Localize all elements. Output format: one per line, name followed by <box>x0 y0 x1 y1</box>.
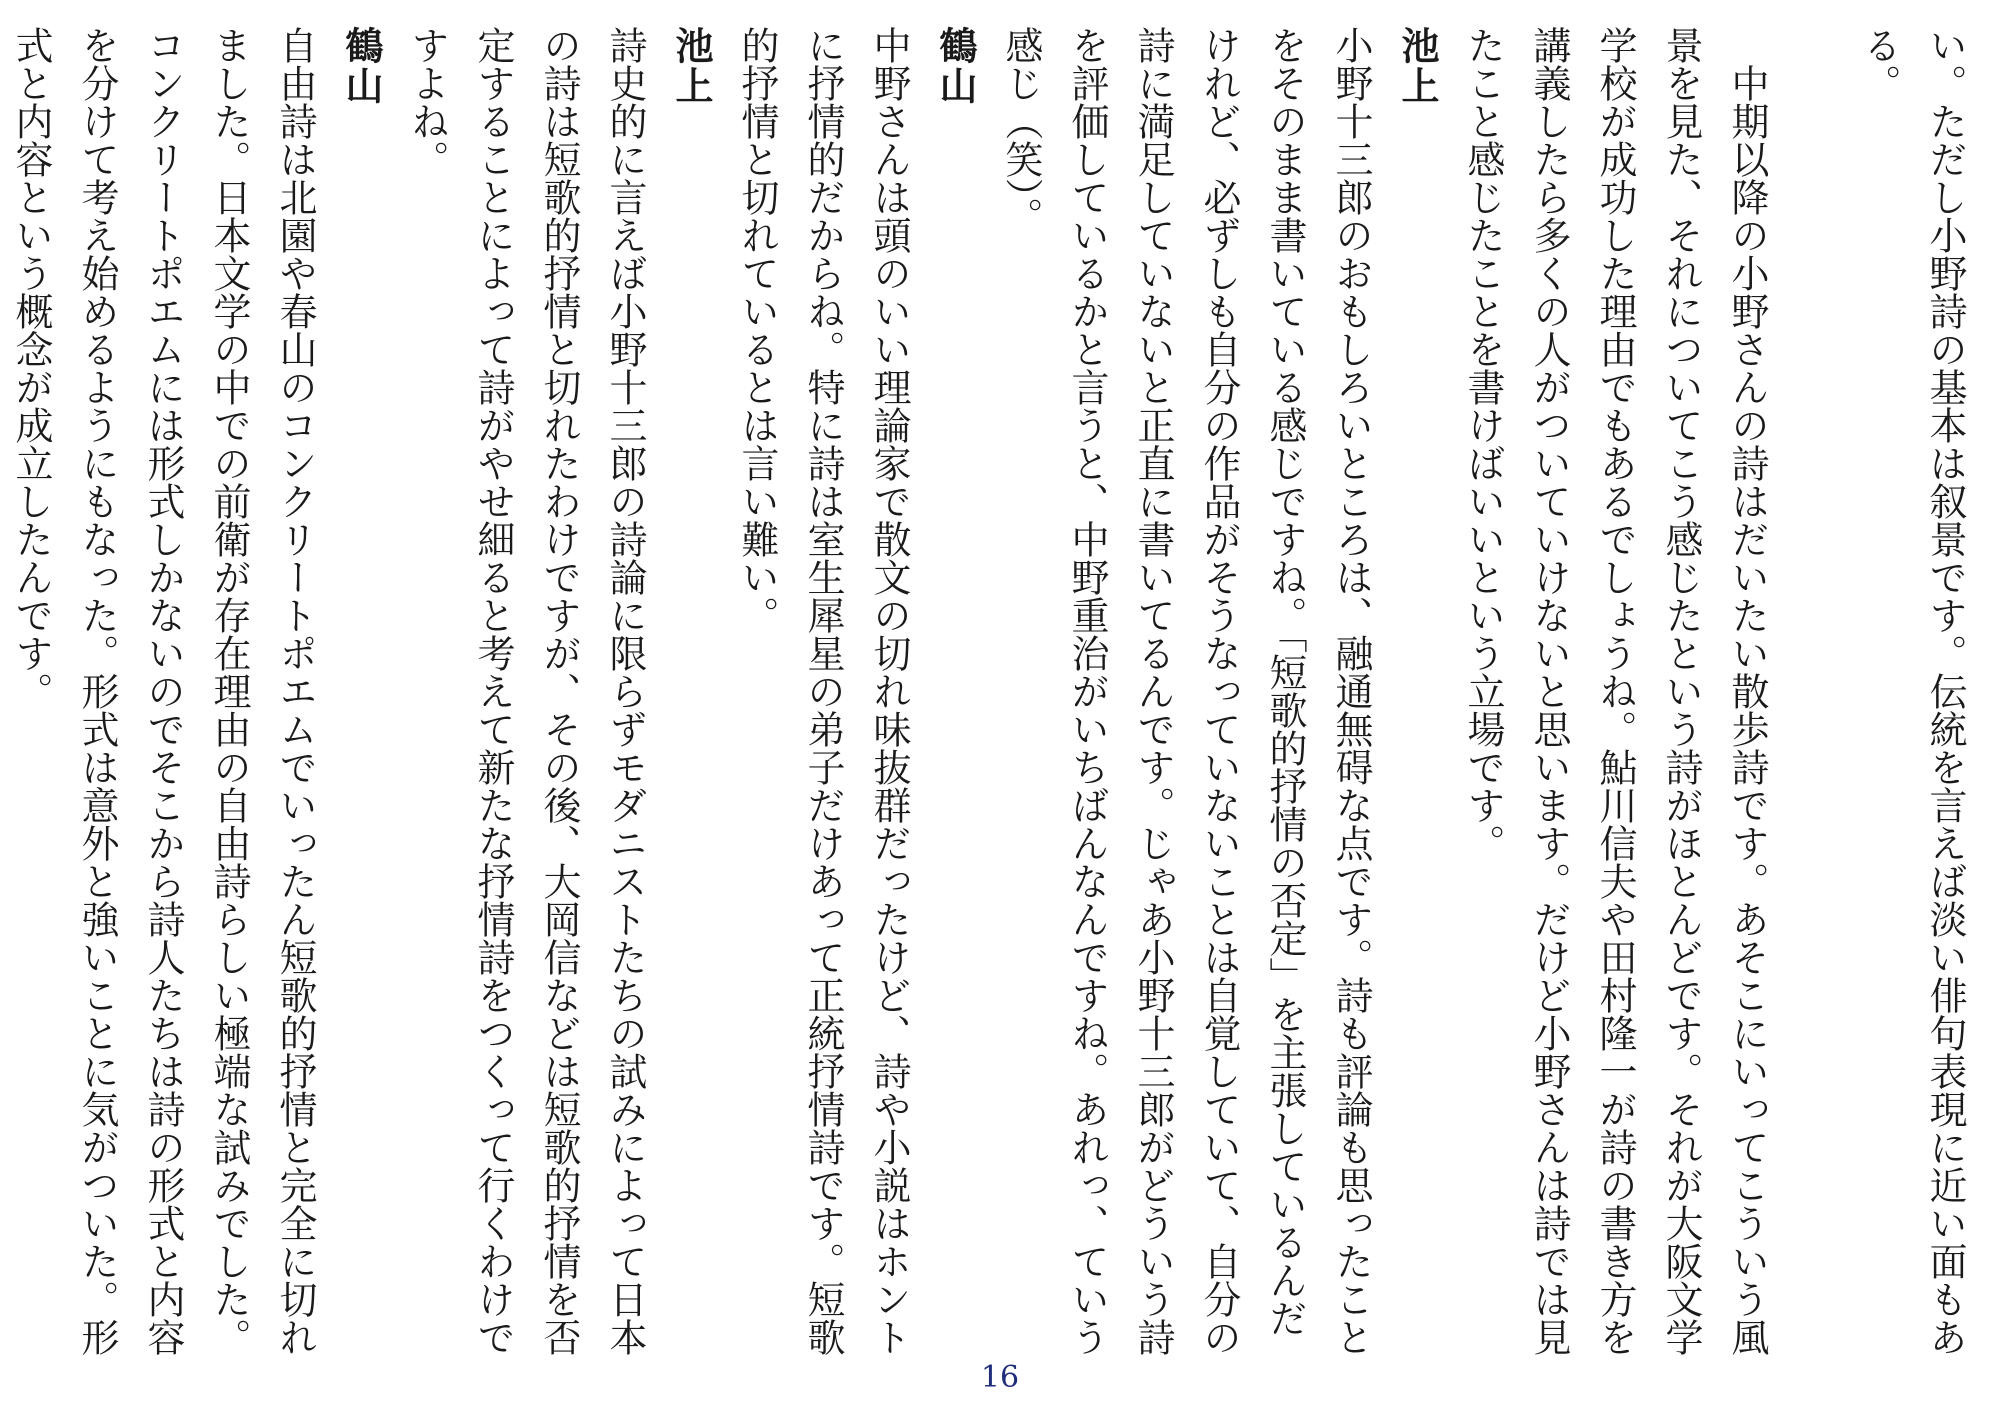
speaker-label-ikegami: 池上 <box>669 26 713 106</box>
paragraph: 詩史的に言えば小野十三郎の詩論に限らずモダニストたちの試みによって日本の詩は短歌的抒情と切れたわけですが、その後、大岡信などは短歌的抒情を否定することによって詩がやせ細ると考えて新たな抒情詩をつくって行くわけですよね。 <box>405 26 647 1356</box>
speaker-label-tsuruyama: 鶴山 <box>339 26 383 106</box>
paragraph: 中期以降の小野さんの詩はだいたい散歩詩です。あそこにいってこういう風景を見た、それについてこう感じたという詩がほとんどです。それが大阪文学学校が成功した理由でもあるでしょうね。鮎川信夫や田村隆一が詩の書き方を講義したら多くの人がついていけないと思います。だけど小野さんは詩では見たこと感じたことを書けばいいという立場です。 <box>1461 26 1769 1356</box>
paragraph: 小野十三郎のおもしろいところは、融通無碍な点です。詩も評論も思ったことをそのまま書いている感じですね。「短歌的抒情の否定」を主張しているんだけれど、必ずしも自分の作品がそうなっていないことは自覚していて、自分の詩に満足していないと正直に書いてるんです。じゃあ小野十三郎がどういう詩を評価しているかと言うと、中野重治がいちばんなんですね。あれっ、ていう感じ（笑）。 <box>999 26 1373 1356</box>
speaker-label-tsuruyama: 鶴山 <box>933 26 977 106</box>
paragraph: 中野さんは頭のいい理論家で散文の切れ味抜群だったけど、詩や小説はホントに抒情的だからね。特に詩は室生犀星の弟子だけあって正統抒情詩です。短歌的抒情と切れているとは言い難い。 <box>735 26 911 1356</box>
paragraph: 自由詩は北園や春山のコンクリートポエムでいったん短歌的抒情と完全に切れました。日本文学の中での前衛が存在理由の自由詩らしい極端な試みでした。コンクリートポエムには形式しかないのでそこから詩人たちは詩の形式と内容を分けて考え始めるようにもなった。形式は意外と強いことに気がついた。形式と内容という概念が成立したんです。 <box>9 26 317 1356</box>
speaker-label-ikegami: 池上 <box>1395 26 1439 106</box>
page-number: 16 <box>980 1360 1020 1395</box>
paragraph-continuation: い。ただし小野詩の基本は叙景です。伝統を言えば淡い俳句表現に近い面もある。 <box>1857 26 1967 1356</box>
vertical-text-body <box>9 26 1978 1356</box>
